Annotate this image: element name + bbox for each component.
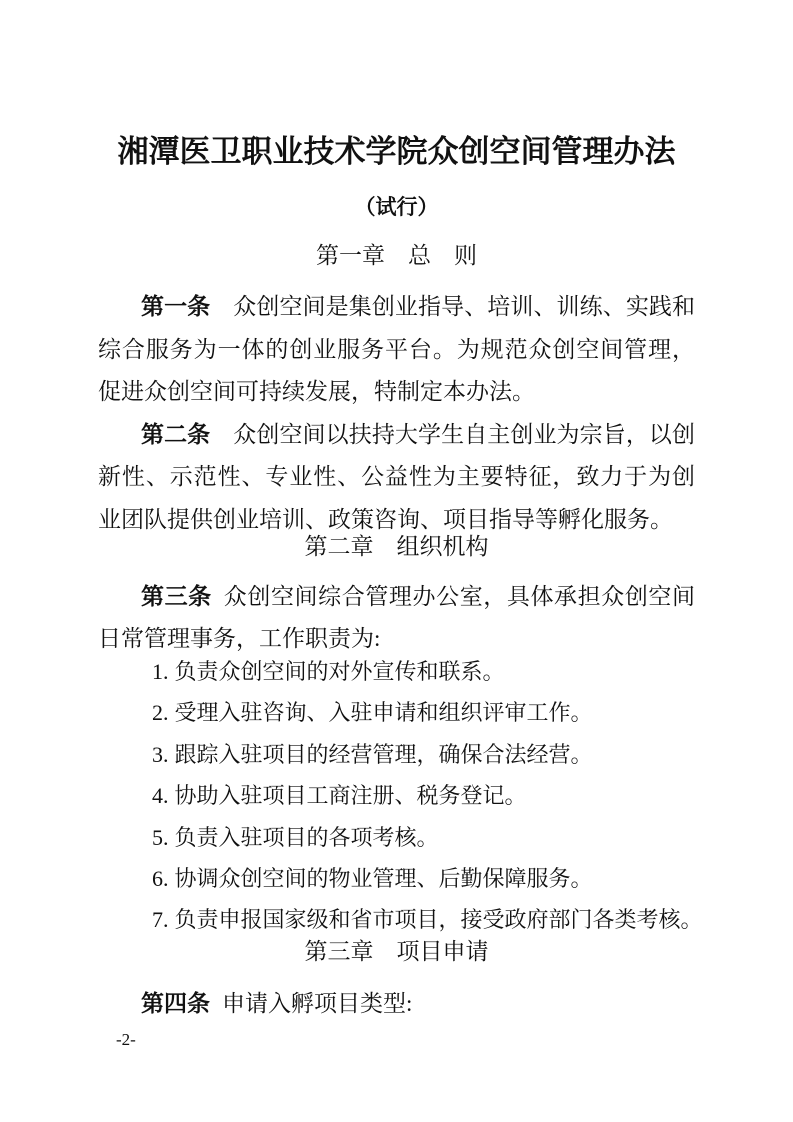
chapter-3-body <box>98 983 695 1025</box>
duty-item-3-number: 3. <box>152 741 169 767</box>
duty-item-5-number: 5. <box>152 824 169 850</box>
article-4-label: 第四条 <box>141 991 210 1016</box>
duty-item-1-text: 负责众创空间的对外宣传和联系。 <box>174 659 505 684</box>
article-1-text: 众创空间是集创业指导、培训、训练、实践和综合服务为一体的创业服务平台。为规范众创空间管理，促进众创空间可持续发展，特制定本办法。 <box>98 294 696 404</box>
duty-item-2-text: 受理入驻咨询、入驻申请和组织评审工作。 <box>174 700 593 726</box>
duty-item-4-text: 协助入驻项目工商注册、税务登记。 <box>174 783 527 809</box>
chapter-3-heading: 第三章 项目申请 <box>304 938 489 964</box>
duty-item-7-text: 负责申报国家级和省市项目，接受政府部门各类考核。 <box>174 907 703 933</box>
article-3-label: 第三条 <box>141 584 212 609</box>
duty-item-2 <box>152 692 752 733</box>
duty-item-6 <box>152 858 752 899</box>
duty-item-3-text: 跟踪入驻项目的经营管理，确保合法经营。 <box>174 741 593 767</box>
article-1 <box>98 286 695 414</box>
duty-item-1-number: 1. <box>152 659 169 684</box>
duty-item-5-text: 负责入驻项目的各项考核。 <box>174 824 439 850</box>
article-1-label: 第一条 <box>141 294 211 319</box>
article-4 <box>98 983 695 1025</box>
chapter-2-body <box>98 576 695 660</box>
duty-item-4-number: 4. <box>152 783 169 809</box>
duty-item-6-text: 协调众创空间的物业管理、后勤保障服务。 <box>174 866 593 892</box>
article-2-text: 众创空间以扶持大学生自主创业为宗旨，以创新性、示范性、专业性、公益性为主要特征，致力于为创业团队提供创业培训、政策咨询、项目指导等孵化服务。 <box>98 421 696 532</box>
duty-item-2-number: 2. <box>152 700 169 726</box>
duties-list <box>152 651 752 941</box>
page-number: -2- <box>116 1030 136 1049</box>
document-title: 湘潭医卫职业技术学院众创空间管理办法 <box>117 134 676 169</box>
duty-item-3 <box>152 734 752 775</box>
article-2 <box>98 414 695 542</box>
chapter-1-body <box>98 286 695 541</box>
duty-item-7 <box>152 899 752 940</box>
article-3 <box>98 576 695 660</box>
duty-item-6-number: 6. <box>152 866 169 892</box>
document-subtitle: （试行） <box>354 195 439 219</box>
article-3-text: 众创空间综合管理办公室，具体承担众创空间日常管理事务，工作职责为: <box>98 584 696 651</box>
duty-item-4 <box>152 775 752 816</box>
duty-item-7-number: 7. <box>152 907 169 933</box>
duty-item-5 <box>152 817 752 858</box>
article-2-label: 第二条 <box>141 421 211 447</box>
duty-item-1 <box>152 651 752 692</box>
article-4-text: 申请入孵项目类型: <box>222 991 413 1016</box>
chapter-1-heading: 第一章 总 则 <box>316 242 477 268</box>
chapter-2-heading: 第二章 组织机构 <box>304 533 489 559</box>
